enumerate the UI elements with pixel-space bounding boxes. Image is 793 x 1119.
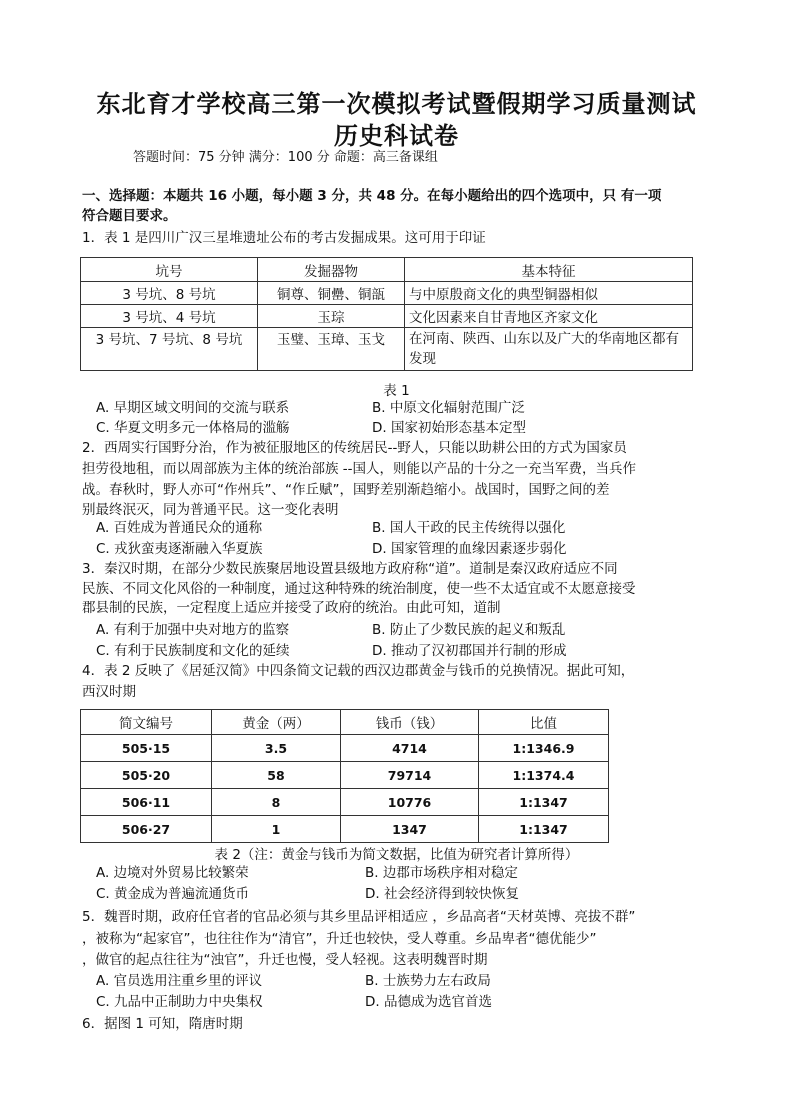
q1-option-d: D. 国家初始形态基本定型 (372, 420, 526, 436)
q1-option-a: A. 早期区域文明间的交流与联系 (96, 400, 290, 416)
q4-line: 4．表 2 反映了《居延汉简》中四条简文记载的西汉边郡黄金与钱币的兑换情况。据此可知， (82, 663, 635, 679)
table-row (81, 762, 609, 789)
q2-option-c: C. 戎狄蛮夷逐渐融入华夏族 (96, 541, 263, 557)
table-cell: 10776 (341, 789, 479, 816)
q3-option-d: D. 推动了汉初郡国并行制的形成 (372, 643, 567, 659)
q4-option-d: D. 社会经济得到较快恢复 (365, 886, 519, 902)
table-row (81, 789, 609, 816)
column-header: 发掘器物 (258, 258, 405, 282)
exam-title: 东北育才学校高三第一次模拟考试暨假期学习质量测试 (96, 89, 697, 118)
table-cell: 3.5 (212, 735, 341, 762)
table-cell: 玉璧、玉璋、玉戈 (258, 328, 405, 371)
q3-line: 民族、不同文化风俗的一种制度，通过这种特殊的统治制度，使一些不太适宜或不太愿意接受 (82, 581, 636, 597)
table-cell: 1:1346.9 (479, 735, 609, 762)
column-header: 简文编号 (81, 710, 212, 735)
table-cell: 58 (212, 762, 341, 789)
column-header: 钱币（钱） (341, 710, 479, 735)
table-row (81, 816, 609, 843)
table-cell: 3 号坑、7 号坑、8 号坑 (81, 328, 258, 371)
q3-option-b: B. 防止了少数民族的起义和叛乱 (372, 622, 566, 638)
q5-line: ，被称为“起家官”，也往往作为“清官”，升迁也较快，受人尊重。乡品卑者“德优能少” (82, 931, 597, 947)
table-cell: 1 (212, 816, 341, 843)
table-2-caption: 表 2（注：黄金与钱币为简文数据，比值为研究者计算所得） (214, 847, 579, 863)
column-header: 基本特征 (405, 258, 693, 282)
table-row (81, 282, 693, 305)
table-row (81, 305, 693, 328)
table-cell: 505·20 (81, 762, 212, 789)
table-1 (80, 257, 693, 371)
q2-line: 担劳役地租，而以周部族为主体的统治部族 --国人，则能以产品的十分之一充当军费，当兵作 (82, 461, 637, 477)
table-cell: 3 号坑、4 号坑 (81, 305, 258, 328)
table-cell: 79714 (341, 762, 479, 789)
q2-line: 别最终泯灭，同为普通平民。这一变化表明 (82, 502, 339, 518)
q2-line: 战。春秋时，野人亦可“作州兵”、“作丘赋”，国野差别渐趋缩小。战国时，国野之间的差 (82, 482, 610, 498)
table-1-caption: 表 1 (383, 383, 410, 399)
section-heading: 一、选择题：本题共 16 小题，每小题 3 分，共 48 分。在每小题给出的四个选项中，只 有一项 (82, 188, 662, 204)
table-cell: 4714 (341, 735, 479, 762)
table-header-row (81, 258, 693, 282)
table-cell: 1:1374.4 (479, 762, 609, 789)
table-cell: 506·11 (81, 789, 212, 816)
q5-line: 5．魏晋时期，政府任官者的官品必须与其乡里品评相适应 ，乡品高者“天材英博、亮拔不群” (82, 909, 636, 925)
q5-option-a: A. 官员选用注重乡里的评议 (96, 973, 263, 989)
q3-option-a: A. 有利于加强中央对地方的监察 (96, 622, 290, 638)
table-row (81, 328, 693, 371)
table-cell: 与中原殷商文化的典型铜器相似 (405, 282, 693, 305)
q2-option-b: B. 国人干政的民主传统得以强化 (372, 520, 566, 536)
table-cell: 1:1347 (479, 816, 609, 843)
table-cell: 506·27 (81, 816, 212, 843)
column-header: 比值 (479, 710, 609, 735)
q1-option-b: B. 中原文化辐射范围广泛 (372, 400, 525, 416)
table-cell: 1347 (341, 816, 479, 843)
q1-stem: 1．表 1 是四川广汉三星堆遗址公布的考古发掘成果。这可用于印证 (82, 230, 486, 246)
q4-option-c: C. 黄金成为普遍流通货币 (96, 886, 250, 902)
q3-option-c: C. 有利于民族制度和文化的延续 (96, 643, 290, 659)
q2-option-d: D. 国家管理的血缘因素逐步弱化 (372, 541, 567, 557)
q2-option-a: A. 百姓成为普通民众的通称 (96, 520, 263, 536)
q3-line: 郡县制的民族，一定程度上适应并接受了政府的统治。由此可知，道制 (82, 600, 501, 616)
q4-line: 西汉时期 (82, 684, 136, 700)
table-2 (80, 709, 609, 843)
table-cell: 1:1347 (479, 789, 609, 816)
exam-subtitle: 历史科试卷 (334, 121, 459, 150)
q2-line: 2．西周实行国野分治，作为被征服地区的传统居民--野人，只能以助耕公田的方式为国家员 (82, 440, 627, 456)
q5-line: ，做官的起点往往为“浊官”，升迁也慢，受人轻视。这表明魏晋时期 (82, 952, 488, 968)
table-cell: 在河南、陕西、山东以及广大的华南地区都有发现 (405, 328, 693, 371)
q6-stem: 6．据图 1 可知，隋唐时期 (82, 1016, 243, 1032)
q5-option-c: C. 九品中正制助力中央集权 (96, 994, 263, 1010)
q1-option-c: C. 华夏文明多元一体格局的滥觞 (96, 420, 290, 436)
table-cell: 8 (212, 789, 341, 816)
table-cell: 玉琮 (258, 305, 405, 328)
section-heading-cont: 符合题目要求。 (82, 208, 177, 224)
q5-option-d: D. 品德成为选官首选 (365, 994, 492, 1010)
q5-option-b: B. 士族势力左右政局 (365, 973, 491, 989)
column-header: 坑号 (81, 258, 258, 282)
q4-option-b: B. 边郡市场秩序相对稳定 (365, 865, 518, 881)
exam-info: 答题时间：75 分钟 满分：100 分 命题：高三备课组 (133, 150, 438, 165)
table-cell: 3 号坑、8 号坑 (81, 282, 258, 305)
table-cell: 文化因素来自甘青地区齐家文化 (405, 305, 693, 328)
table-cell: 505·15 (81, 735, 212, 762)
q3-line: 3．秦汉时期，在部分少数民族聚居地设置县级地方政府称“道”。道制是秦汉政府适应不同 (82, 561, 618, 577)
table-row (81, 735, 609, 762)
q4-option-a: A. 边境对外贸易比较繁荣 (96, 865, 249, 881)
table-cell: 铜尊、铜罍、铜瓿 (258, 282, 405, 305)
table-header-row (81, 710, 609, 735)
column-header: 黄金（两） (212, 710, 341, 735)
